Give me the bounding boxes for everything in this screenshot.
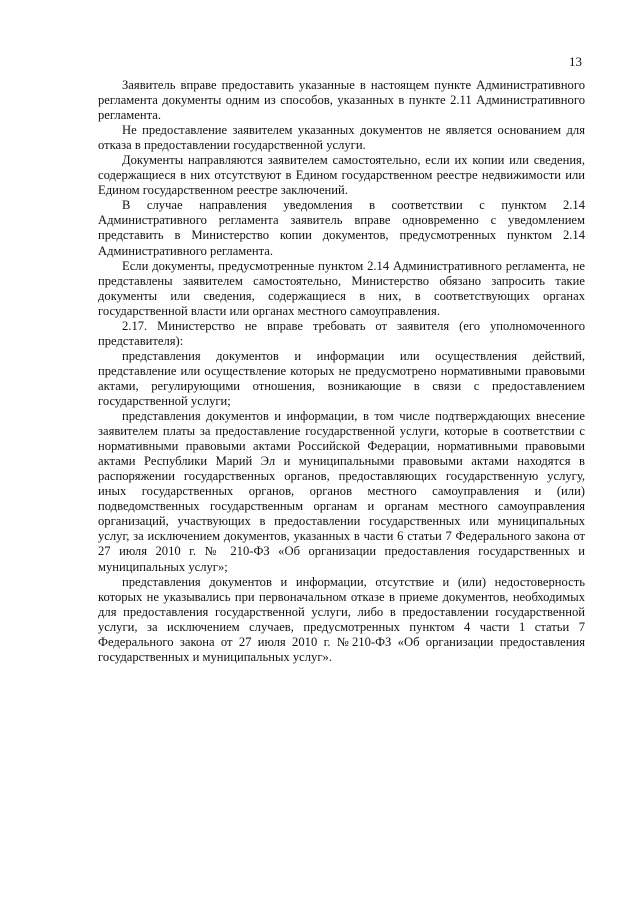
paragraph-notification-copies: В случае направления уведомления в соответствии с пунктом 2.14 Административного регламента заявитель вправе одновременно с уведомлением представить в Министерство копии документов, предусмотренных пунктом 2.14 Административного регламента. [98,198,585,258]
paragraph-self-submission: Документы направляются заявителем самостоятельно, если их копии или сведения, содержащиеся в них отсутствуют в Едином государственном реестре недвижимости или Едином государственном реестре заключений. [98,153,585,198]
paragraph-ministry-request: Если документы, предусмотренные пунктом 2.14 Административного регламента, не представлены заявителем самостоятельно, Министерство обязано запросить такие документы или сведения, содержащиеся в них, в соответствующих органах государственной власти или органах местного самоуправления. [98,258,585,318]
paragraph-section-2-17: 2.17. Министерство не вправе требовать от заявителя (его уполномоченного представителя): [98,318,585,348]
page-number: 13 [569,54,582,69]
paragraph-prohibition-2: представления документов и информации, в том числе подтверждающих внесение заявителем платы за предоставление государственной услуги, которые в соответствии с нормативными правовыми актами Российской Федерации, нормативными правовыми актами Республики Марий Эл и муниципальными правовыми актами находятся в распоряжении государственных органов, предоставляющих государственную услугу, иных государственных органов, органов местного самоуправления и (или) подведомственных государственным органам и органам местного самоуправления организаций, участвующих в предоставлении государственных или муниципальных услуг, за исключением документов, указанных в части 6 статьи 7 Федерального закона от 27 июля 2010 г. № 210-ФЗ «Об организации предоставления государственных и муниципальных услуг»; [98,409,585,574]
paragraph-prohibition-3: представления документов и информации, отсутствие и (или) недостоверность которых не указывались при первоначальном отказе в приеме документов, необходимых для предоставления государственной услуги, либо в предоставлении государственной услуги, за исключением случаев, предусмотренных пунктом 4 части 1 статьи 7 Федерального закона от 27 июля 2010 г. №210-ФЗ «Об организации предоставления государственных и муниципальных услуг». [98,574,585,664]
document-body [98,78,585,665]
paragraph-no-refusal-basis: Не предоставление заявителем указанных документов не является основанием для отказа в предоставлении государственной услуги. [98,123,585,153]
paragraph-prohibition-1: представления документов и информации или осуществления действий, представление или осуществление которых не предусмотрено нормативными правовыми актами, регулирующими отношения, возникающие в связи с предоставлением государственной услуги; [98,348,585,408]
paragraph-submission-methods: Заявитель вправе предоставить указанные в настоящем пункте Административного регламента документы одним из способов, указанных в пункте 2.11 Административного регламента. [98,78,585,123]
